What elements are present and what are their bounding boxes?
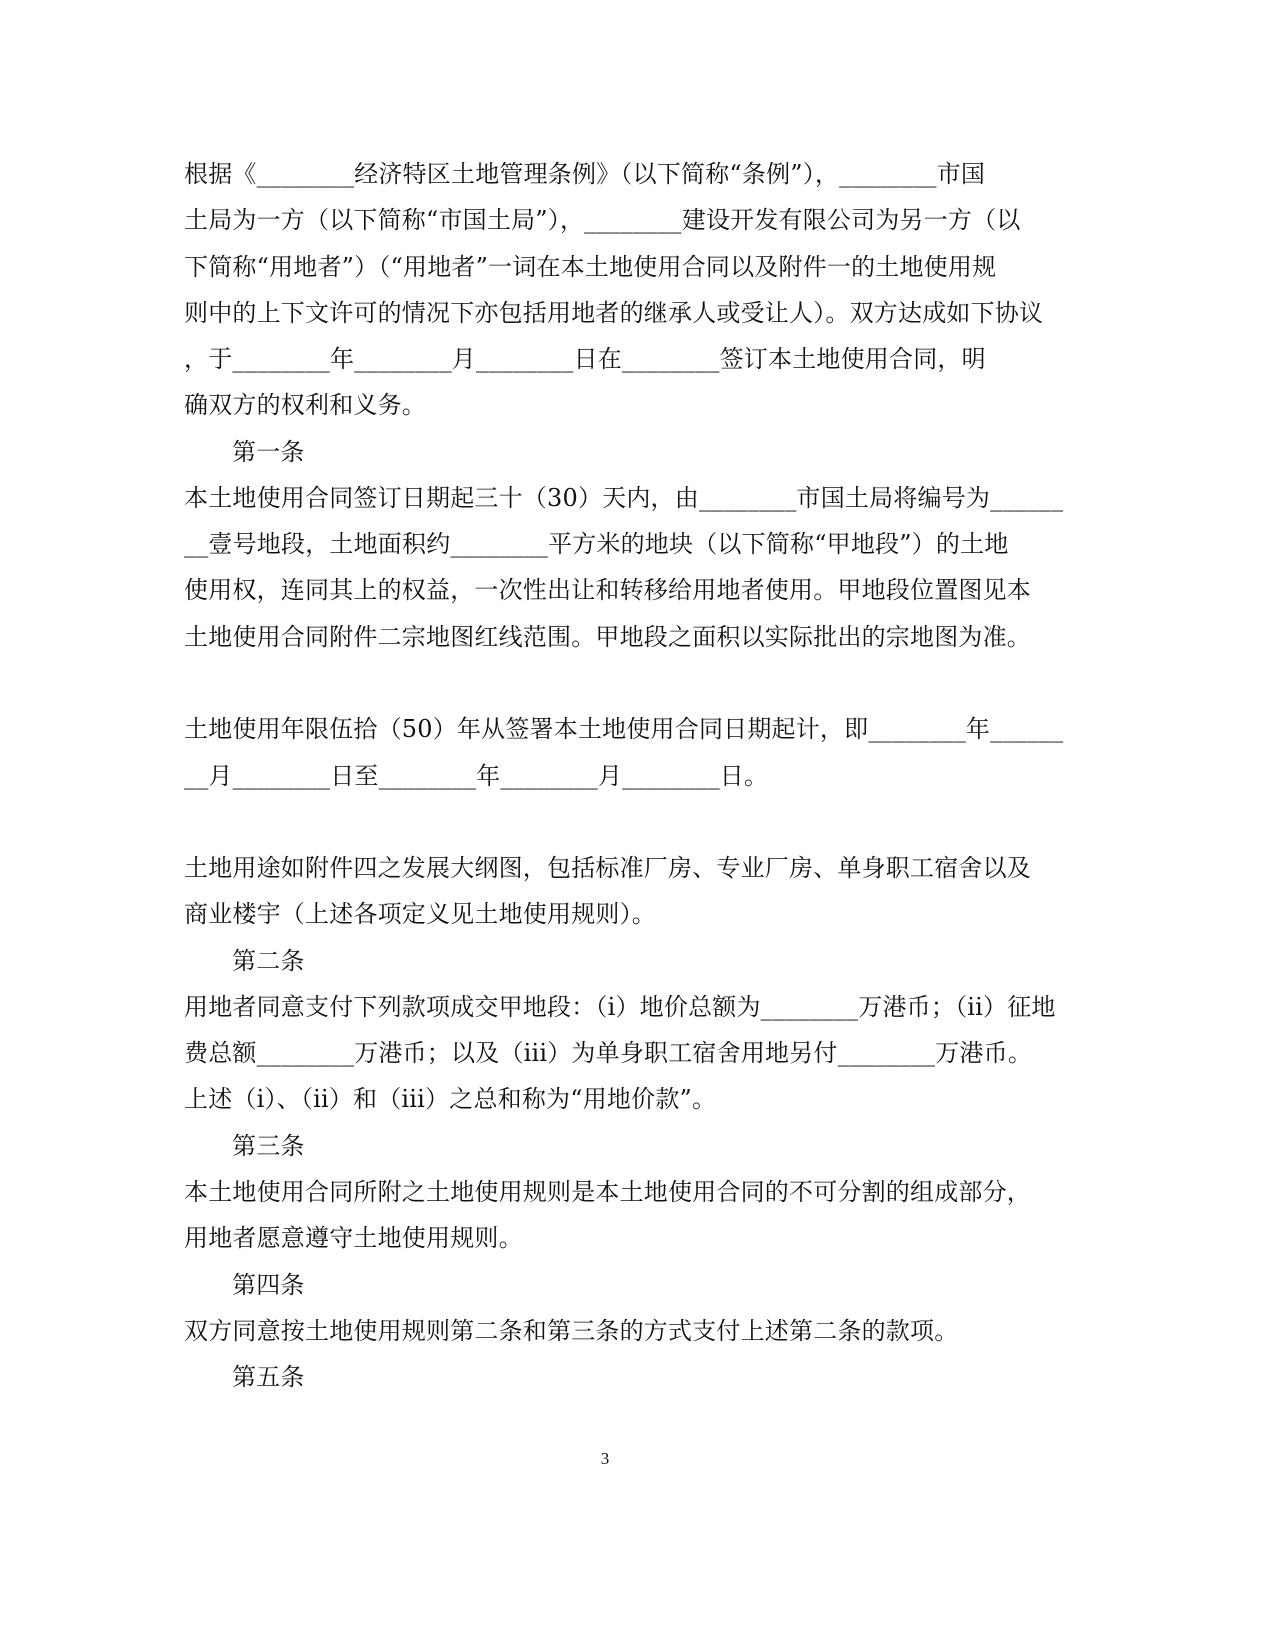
paragraph-line: __月________日至________年________月________日。 [184, 762, 769, 790]
paragraph-line: 本土地使用合同签订日期起三十（30）天内，由________市国土局将编号为______ [184, 484, 1064, 512]
paragraph-line: 用地者愿意遵守土地使用规则。 [184, 1224, 523, 1252]
page-number: 3 [600, 1449, 610, 1468]
paragraph-line: 用地者同意支付下列款项成交甲地段：（i）地价总额为________万港币；（ii）征地 [184, 993, 1056, 1021]
paragraph-line: 根据《________经济特区土地管理条例》（以下简称“条例”），________市国 [184, 160, 986, 188]
article-heading: 第五条 [232, 1363, 305, 1391]
paragraph-line: 土局为一方（以下简称“市国土局”），________建设开发有限公司为另一方（以 [184, 206, 1021, 234]
paragraph-line: 上述（i）、（ii）和（iii）之总和称为“用地价款”。 [184, 1085, 717, 1113]
paragraph-line: 则中的上下文许可的情况下亦包括用地者的继承人或受让人）。双方达成如下协议 [184, 299, 1044, 327]
paragraph-line: 双方同意按土地使用规则第二条和第三条的方式支付上述第二条的款项。 [184, 1317, 959, 1345]
paragraph-line: ，于________年________月________日在________签订本土地使用合同，明 [184, 345, 986, 373]
paragraph-line: __壹号地段，土地面积约________平方米的地块（以下简称“甲地段”）的土地 [184, 530, 1009, 558]
paragraph-line: 本土地使用合同所附之土地使用规则是本土地使用合同的不可分割的组成部分， [184, 1178, 1031, 1206]
paragraph-line: 土地用途如附件四之发展大纲图，包括标准厂房、专业厂房、单身职工宿舍以及 [184, 854, 1031, 882]
paragraph-line: 确双方的权利和义务。 [184, 391, 426, 419]
paragraph-line: 使用权，连同其上的权益，一次性出让和转移给用地者使用。甲地段位置图见本 [184, 576, 1031, 604]
paragraph-line: 费总额________万港币；以及（iii）为单身职工宿舍用地另付________万港币。 [184, 1039, 1033, 1067]
paragraph-line: 下简称“用地者”）（“用地者”一词在本土地使用合同以及附件一的土地使用规 [184, 253, 997, 281]
paragraph-line: 土地使用年限伍拾（50）年从签署本土地使用合同日期起计，即________年______ [184, 715, 1064, 743]
article-heading: 第二条 [232, 947, 305, 975]
paragraph-line: 土地使用合同附件二宗地图红线范围。甲地段之面积以实际批出的宗地图为准。 [184, 623, 1031, 651]
article-heading: 第四条 [232, 1271, 305, 1299]
paragraph-line: 商业楼宇（上述各项定义见土地使用规则）。 [184, 900, 656, 928]
article-heading: 第三条 [232, 1132, 305, 1160]
article-heading: 第一条 [232, 438, 305, 466]
